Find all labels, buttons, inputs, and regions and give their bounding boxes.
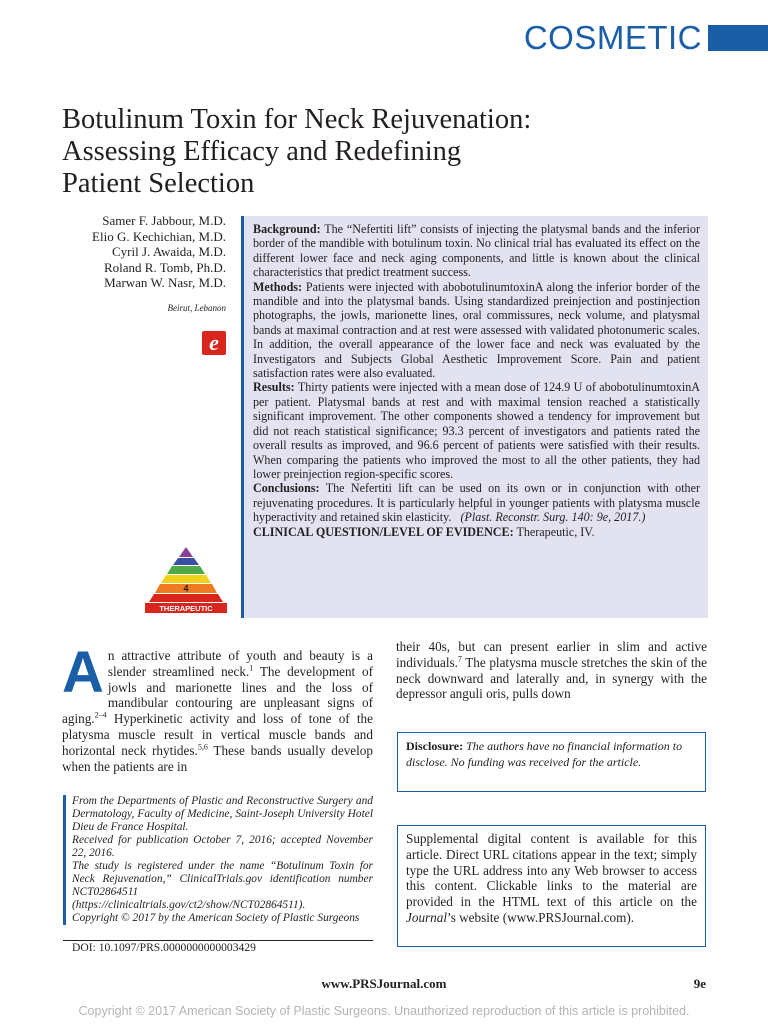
author: Cyril J. Awaida, M.D. [112, 244, 226, 259]
title-line: Botulinum Toxin for Neck Rejuvenation: [62, 104, 532, 135]
abstract-results [253, 380, 700, 481]
body-text: n attractive attribute of youth and beauty is a slender streamlined neck. [107, 648, 373, 679]
reference-superscript[interactable]: 7 [457, 654, 462, 664]
supplemental-journal: Journal [406, 909, 448, 925]
author-location: Beirut, Lebanon [167, 303, 226, 313]
title-line: Assessing Efficacy and Redefining [62, 136, 462, 167]
disclosure-label: Disclosure: [406, 739, 464, 753]
author: Samer F. Jabbour, M.D. [102, 213, 226, 228]
evidence-label: THERAPEUTIC [159, 604, 213, 613]
section-bar [708, 25, 768, 51]
abstract-clinical [253, 525, 700, 539]
reference-superscript[interactable]: 5,6 [197, 742, 208, 752]
methods-text: Patients were injected with abobotulinumtoxinA along the inferior border of the mandible and into the platysmal bands. Using standardized preinjection and postinjection photographs, the jowls, marionette lines, oral commissures, neck volume, and platysmal bands at maximal contraction and at rest were assessed with validated photonumeric scales. In addition, the overall appearance of the lower face and neck was evaluated by the Investigators and Subjects Global Aesthetic Improvement Score. Pain and patient satisfaction rates were also evaluated. [253, 279, 701, 381]
body-text: The platysma muscle stretches the skin of the neck downward and laterally and, in synergy with the depressor anguli oris, pulls down [396, 654, 707, 702]
body-text: their 40s, but can present earlier in slim and active individuals. [396, 639, 707, 670]
pyramid-tier [161, 575, 211, 583]
abstract-box [241, 216, 708, 618]
copyright-notice: Copyright © 2017 American Society of Plastic Surgeons. Unauthorized reproduction of this article is prohibited. [78, 1004, 690, 1018]
body-column-right [396, 639, 707, 702]
author: Marwan W. Nasr, M.D. [104, 275, 226, 290]
article-footnote [63, 795, 373, 925]
body-text: These bands usually develop when the patients are in [62, 742, 373, 774]
pyramid-tier [179, 547, 193, 557]
body-column-left [62, 640, 373, 774]
body-text: The development of jowls and marionette lines and the loss of mandibular contouring are unpleasant signs of aging. [62, 663, 373, 727]
author-list [40, 213, 226, 291]
clinical-text: Therapeutic, IV. [516, 524, 595, 539]
abstract-methods [253, 280, 700, 381]
supplemental-content-box [397, 825, 706, 947]
page-number: 9e [693, 976, 706, 991]
pyramid-tier [173, 558, 199, 565]
author: Roland R. Tomb, Ph.D. [103, 259, 226, 275]
drop-cap: A [62, 640, 104, 705]
doi[interactable]: DOI: 10.1097/PRS.0000000000003429 [63, 940, 373, 955]
results-text: Thirty patients were injected with a mean dose of 124.9 U of abobotulinumtoxinA per patient. Platysmal bands at rest and with maximal tension reached a statistically significant improvement. The other components showed a tendency for improvement but did not reach statistical significance; 93.3 percent of investigators and patients rated the overall results as improved, and 96.6 percent of patients were satisfied with their results. When comparing the patients who improved the most to all the other patients, they had lower preinjection region-specific scores. [253, 380, 700, 481]
disclosure-box [397, 732, 706, 792]
pyramid-tier [149, 594, 223, 602]
section-label: COSMETIC [523, 19, 702, 56]
abstract-background [253, 222, 700, 280]
methods-label: Methods: [253, 279, 303, 294]
conclusions-label: Conclusions: [253, 481, 320, 496]
body-text: Hyperkinetic activity and loss of tone of the platysma muscle result in vertical muscle bands and horizontal neck rhytides. [62, 711, 373, 758]
abstract-conclusions [253, 481, 700, 524]
abstract-citation: (Plast. Reconstr. Surg. 140: 9e, 2017.) [460, 510, 646, 525]
footnote-registration: The study is registered under the name “Botulinum Toxin for Neck Rejuvenation,” ClinicalTrials.gov identification number NCT02864511 (https://clinicaltrials.gov/ct2/show/NCT02864511). [72, 860, 373, 911]
author: Elio G. Kechichian, M.D. [92, 228, 226, 244]
background-text: The “Nefertiti lift” consists of injecting the platysmal bands and the inferior border of the mandible with botulinum toxin. No clinical trial has evaluated its effect on the different lower face and neck aging components, and little is known about the clinical characteristics that predict treatment success. [253, 222, 700, 280]
background-label: Background: [253, 222, 321, 236]
pyramid-tier [167, 566, 205, 574]
supplemental-text: Supplemental digital content is available for this article. Direct URL citations appear in the text; simply type the URL address into any Web browser to access this content. Clickable links to the material are provided in the HTML text of this article on the [406, 831, 697, 910]
reference-superscript[interactable]: 1 [249, 663, 254, 673]
evidence-pyramid-icon [144, 544, 228, 614]
footnote-dates: Received for publication October 7, 2016; accepted November 22, 2016. [72, 834, 373, 859]
footnote-copyright: Copyright © 2017 by the American Society of Plastic Surgeons [72, 912, 360, 924]
results-label: Results: [253, 380, 295, 395]
evidence-level: 4 [183, 583, 189, 594]
conclusions-text: The Nefertiti lift can be used on its own or in conjunction with other rejuvenating procedures. It is particularly helpful in younger patients with platysma muscle hyperactivity and retained skin elasticity. [253, 481, 700, 525]
reference-superscript[interactable]: 2–4 [94, 710, 107, 720]
title-line: Patient Selection [62, 168, 255, 199]
footnote-affiliation: From the Departments of Plastic and Reconstructive Surgery and Dermatology, Faculty of Medicine, Saint-Joseph University Hotel Dieu de France Hospital. [72, 795, 373, 833]
article-title [62, 104, 682, 200]
supplemental-text: ’s website (www.PRSJournal.com). [447, 909, 635, 925]
clinical-label: CLINICAL QUESTION/LEVEL OF EVIDENCE: [253, 524, 514, 539]
journal-url[interactable]: www.PRSJournal.com [321, 976, 447, 991]
supplemental-e-icon[interactable]: e [202, 331, 226, 355]
disclosure-text: The authors have no financial information to disclose. No funding was received for the article. [406, 739, 683, 769]
